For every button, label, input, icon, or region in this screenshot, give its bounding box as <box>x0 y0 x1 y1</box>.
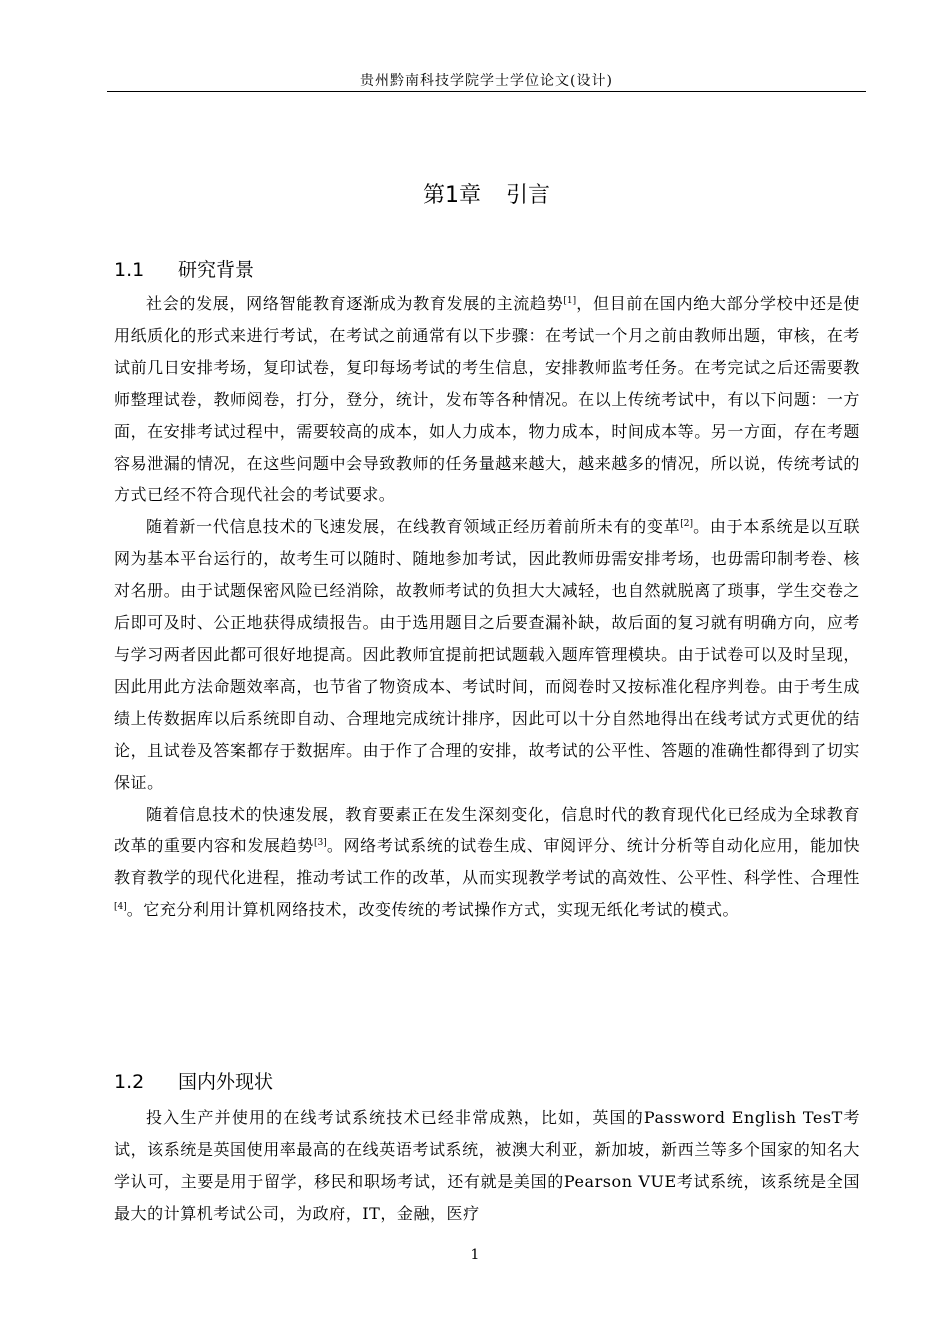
section-number: 1.2 <box>114 1071 145 1093</box>
section-heading-1-2 <box>114 1067 273 1094</box>
section-title: 研究背景 <box>178 259 255 281</box>
paragraph <box>114 288 860 511</box>
paragraph: 投入生产并使用的在线考试系统技术已经非常成熟，比如，英国的Password English TesT考试，该系统是英国使用率最高的在线英语考试系统，被澳大利亚，新加坡，新西兰等多个国家的知名大学认可，主要是用于留学，移民和职场考试，还有就是美国的Pearson VUE考试系统，该系统是全国最大的计算机考试公司，为政府，IT，金融，医疗 <box>114 1108 860 1223</box>
section-body-1-2 <box>114 1102 860 1230</box>
section-heading-1-1 <box>114 255 254 282</box>
citation: [3] <box>313 838 327 849</box>
paragraph-text: 社会的发展，网络智能教育逐渐成为教育发展的主流趋势 <box>146 294 564 313</box>
header-rule <box>107 91 866 92</box>
paragraph-text: 随着新一代信息技术的飞速发展，在线教育领域正经历着前所未有的变革 <box>146 517 681 537</box>
citation: [1] <box>563 296 577 306</box>
section-number: 1.1 <box>114 259 145 281</box>
paragraph-text: ，但目前在国内绝大部分学校中还是使用纸质化的形式来进行考试，在考试之前通常有以下步骤：在考试一个月之前由教师出题，审核，在考试前几日安排考场，复印试卷，复印每场考试的考生信息，安排教师监考任务。在考完试之后还需要教师整理试卷，教师阅卷，打分，登分，统计，发布等各种情况。在以上传统考试中，有以下问题：一方面，在安排考试过程中，需要较高的成本，如人力成本，物力成本，时间成本等。另一方面，存在考题容易泄漏的情况，在这些问题中会导致教师的任务量越来越大，越来越多的情况，所以说，传统考试的方式已经不符合现代社会的考试要求。 <box>114 294 860 505</box>
paragraph-text: 随着信息技术的快速发展，教育要素正在发生深刻变化，信息时代的教育现代化已经成为全球教育改革的重要内容和发展趋势 <box>114 804 860 856</box>
running-header: 贵州黔南科技学院学士学位论文(设计) <box>360 73 613 89</box>
paragraph-text: 。网络考试系统的试卷生成、审阅评分、统计分析等自动化应用，能加快教育教学的现代化进程，推动考试工作的改革，从而实现教学考试的高效性、公平性、科学性、合理性 <box>114 836 860 888</box>
citation: [2] <box>680 519 694 530</box>
paragraph-text: 。它充分利用计算机网络技术，改变传统的考试操作方式，实现无纸化考试的模式。 <box>126 900 740 920</box>
paragraph <box>114 511 860 798</box>
paragraph <box>114 799 860 927</box>
chapter-title: 第1章 引言 <box>423 183 550 208</box>
page-number: 1 <box>470 1247 480 1263</box>
section-title: 国内外现状 <box>178 1071 274 1093</box>
citation: [4] <box>114 902 127 913</box>
section-body-1-1 <box>114 288 860 926</box>
paragraph-text: 。由于本系统是以互联网为基本平台运行的，故考生可以随时、随地参加考试，因此教师毋需安排考场，也毋需印制考卷、核对名册。由于试题保密风险已经消除，故教师考试的负担大大减轻，也自然就脱离了琐事，学生交卷之后即可及时、公正地获得成绩报告。由于选用题目之后要查漏补缺，故后面的复习就有明确方向，应考与学习两者因此都可很好地提高。因此教师宜提前把试题载入题库管理模块。由于试卷可以及时呈现，因此用此方法命题效率高，也节省了物资成本、考试时间，而阅卷时又按标准化程序判卷。由于考生成绩上传数据库以后系统即自动、合理地完成统计排序，因此可以十分自然地得出在线考试方式更优的结论，且试卷及答案都存于数据库。由于作了合理的安排，故考试的公平性、答题的准确性都得到了切实保证。 <box>114 517 860 792</box>
